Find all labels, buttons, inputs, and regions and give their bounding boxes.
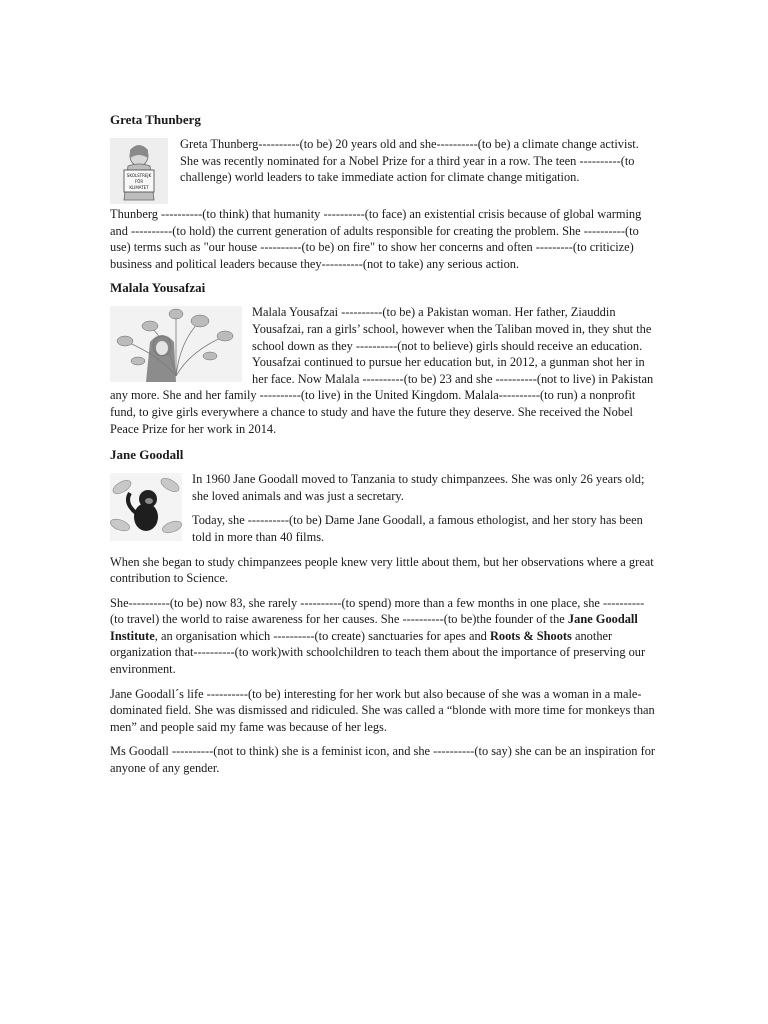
- section-heading: Jane Goodall: [110, 447, 184, 463]
- paragraph: Today, she ----------(to be) Dame Jane Goodall, a famous ethologist, and her story has been told in more than 40 films.: [192, 513, 643, 544]
- paragraph: Greta Thunberg----------(to be) 20 years old and she----------(to be) a climate change activist. She was recently nominated for a Nobel Prize for a third year in a row. The teen ----------(to challenge) world leaders to take immediate action for climate change mitigation.: [180, 137, 639, 185]
- malala-illustration: [110, 306, 242, 382]
- chimpanzee-illustration: [110, 473, 182, 541]
- section-heading: Malala Yousafzai: [110, 280, 206, 296]
- paragraph: Thunberg ----------(to think) that humanity ----------(to face) an existential crisis because of global warming and ----------(to hold) the current generation of adults responsible for creating the problem. She ----------(to use) terms such as "our house ----------(to be) on fire" to show her concerns and often ---------(to criticize) business and political leaders because they----------(not to take) any serious action.: [110, 207, 642, 271]
- bold-term-roots-shoots: Roots & Shoots: [489, 628, 572, 643]
- paragraph: In 1960 Jane Goodall moved to Tanzania to study chimpanzees. She was only 26 years old; she loved animals and was just a secretary.: [192, 472, 645, 503]
- paragraph: When she began to study chimpanzees people knew very little about them, but her observations where a great contribution to Science.: [110, 554, 654, 586]
- bold-term-institute: Jane Goodall Institute: [110, 612, 638, 643]
- paragraph: Jane Goodall´s life ----------(to be) interesting for her work but also because of she was a woman in a male-dominated field. She was dismissed and ridiculed. She was called a “blonde with more time for monkeys than men” and people said my fame was because of her legs.: [110, 686, 655, 734]
- section-jane-goodall: [110, 447, 658, 777]
- svg-text:SKOLSTREJK: SKOLSTREJK: [126, 173, 152, 178]
- svg-text:FÖR: FÖR: [134, 179, 144, 184]
- greta-illustration: [110, 138, 168, 204]
- section-greta-thunberg: [110, 112, 658, 272]
- section-malala-yousafzai: [110, 280, 658, 445]
- paragraph: Ms Goodall ----------(not to think) she is a feminist icon, and she ----------(to say) she can be an inspiration for anyone of any gender.: [110, 744, 656, 776]
- svg-text:KLIMATET: KLIMATET: [129, 185, 149, 190]
- worksheet-page: [110, 112, 658, 785]
- paragraph-with-bold: She----------(to be) now 83, she rarely ----------(to spend) more than a few months in one place, she ----------(to travel) the world to raise awareness for her causes. She ----------(to be)the founder of the Jane Goodall Institute, an organisation which ----------(to create) sanctuaries for apes and Roots & Shoots another organization that----------(to work)with schoolchildren to teach them about the importance of preserving our environment.: [110, 595, 646, 677]
- section-heading: Greta Thunberg: [110, 112, 201, 127]
- paragraph: Malala Yousafzai ----------(to be) a Pakistan woman. Her father, Ziauddin Yousafzai, ran a girls’ school, however when the Taliban moved in, they shut the school down as they ----------(not to believe) girls should receive an education. Yousafzai continued to pursue her education but, in 2012, a gunman shot her in her face. Now Malala ----------(to be) 23 and she ----------(not to live) in Pakistan any more. She and her family ----------(to live) in the United Kingdom. Malala----------(to run) a nonprofit fund, to give girls everywhere a chance to study and have the future they deserve. She received the Nobel Peace Prize for her work in 2014.: [110, 305, 654, 436]
